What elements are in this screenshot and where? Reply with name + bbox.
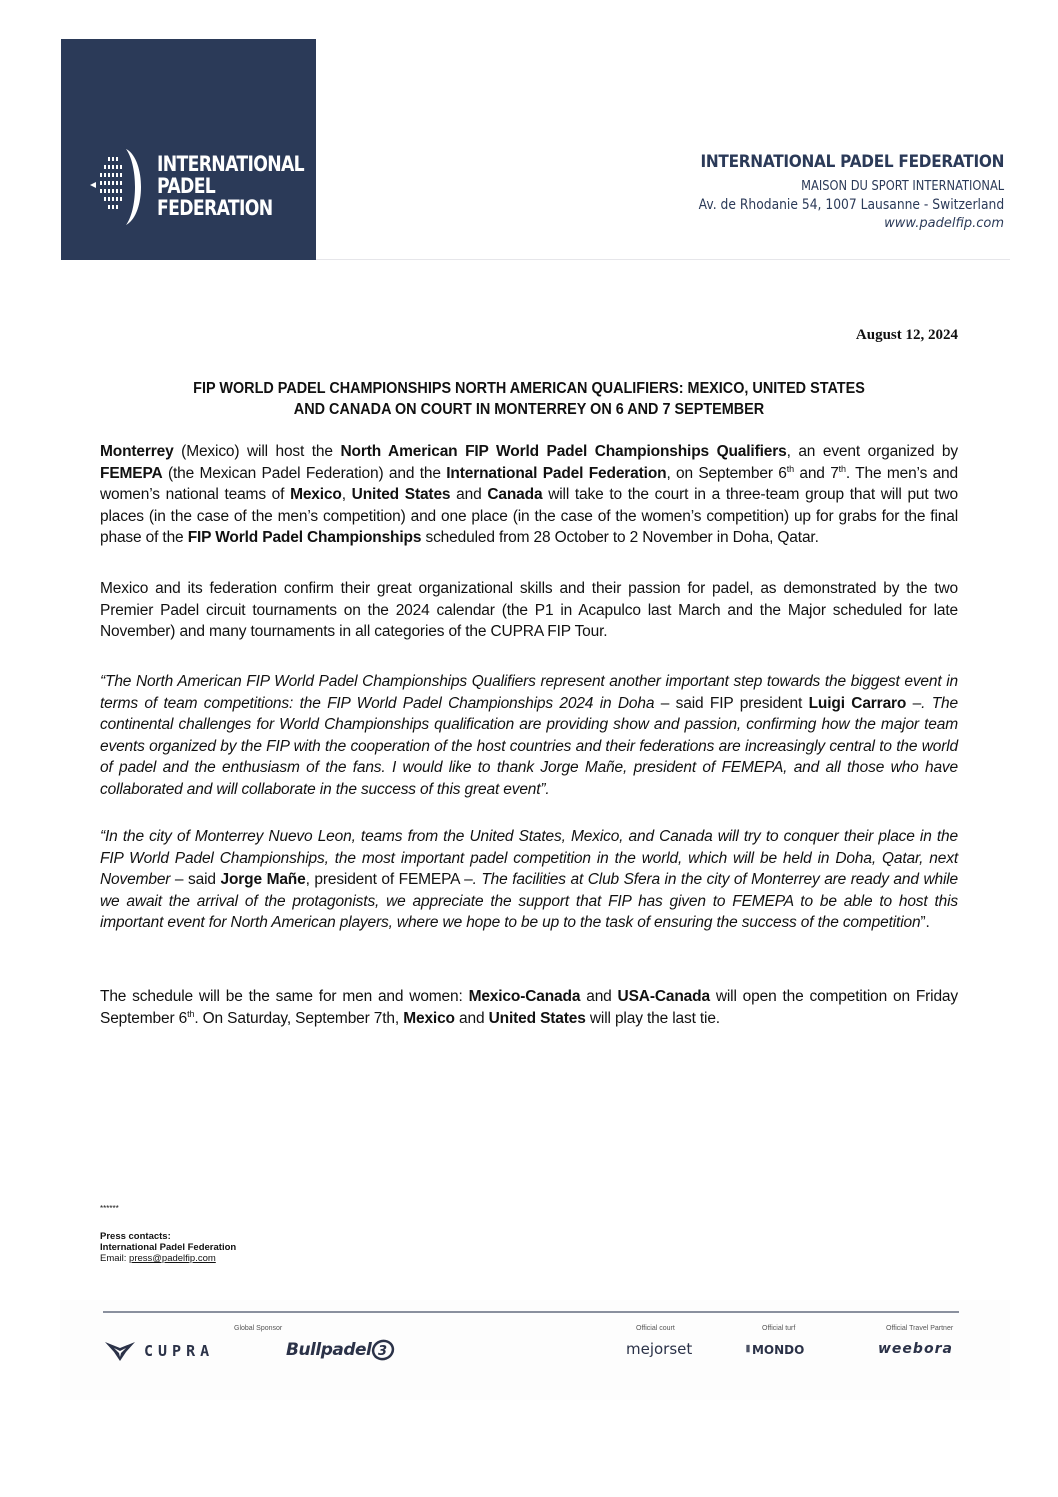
text: , on September 6: [666, 464, 787, 482]
paragraph-quote-mane: [100, 826, 958, 934]
superscript: th: [187, 1008, 195, 1019]
org-website-link[interactable]: www.padelfip.com: [884, 216, 1004, 231]
text: The schedule will be the same for men and women:: [100, 988, 469, 1005]
header-divider: [316, 259, 1010, 260]
press-email-row: [100, 1253, 236, 1264]
text-bold: International Padel Federation: [446, 464, 667, 482]
mondo-mark-icon: ⦀: [746, 1345, 750, 1355]
text: ”.: [920, 914, 930, 931]
paragraph-intro: [100, 441, 958, 549]
text: and: [580, 988, 618, 1005]
logo-line: INTERNATIONAL: [157, 152, 304, 176]
quote-text: . The facilities at Club Sfera in the city of Monterrey are ready and while we await the arrival of the protagonists, we appreciate the support that FIP has given to FEMEPA to be able to host this important event for North American players, where we hope to be up to the task of ensuring the success of the competition: [100, 871, 959, 931]
document-title: [130, 378, 928, 420]
logo-line: PADEL: [157, 174, 216, 198]
logo-wordmark: [157, 153, 304, 219]
text: (the Mexican Padel Federation) and the: [162, 464, 447, 482]
fip-logo-block: [61, 39, 316, 260]
mondo-wordmark: MONDO: [751, 1343, 805, 1357]
quote-text: “In the city of Monterrey Nuevo Leon, teams from the United States, Mexico, and Canada will try to conquer their place in the FIP World Padel Championships, the most important padel competition in the world, which will be held in Doha, Qatar, next November: [100, 828, 958, 888]
logo-line: FEDERATION: [157, 196, 273, 220]
weebora-wordmark: weebora: [878, 1341, 953, 1357]
org-address: Av. de Rhodanie 54, 1007 Lausanne - Switzerland: [698, 197, 1004, 213]
org-name: INTERNATIONAL PADEL FEDERATION: [700, 152, 1004, 172]
cupra-emblem-icon: [104, 1340, 136, 1362]
text-bold: Luigi Carraro: [808, 694, 907, 712]
separator-stars: ******: [100, 1204, 119, 1213]
text: –: [906, 694, 922, 712]
quote-text: . The continental challenges for World Championships qualification are providing show and passion, confirming how the major team events organized by the FIP with the cooperation of the host countries and their federations are increasingly central to the world of padel and the enthusiasm of the fans. I would like to thank Jorge Mañe, president of FEMEPA, and all those who have collaborated and will collaborate in the success of this great event”.: [100, 694, 958, 798]
text: (Mexico) will host the: [173, 443, 341, 460]
text: and 7: [793, 464, 839, 482]
footer-divider: [103, 1311, 959, 1313]
press-contacts: [100, 1231, 236, 1264]
sponsor-label-turf: Official turf: [762, 1325, 796, 1332]
cupra-logo: [104, 1340, 214, 1362]
text-bold: FEMEPA: [100, 464, 163, 482]
padel-ball-icon: [88, 147, 148, 227]
text: , president of FEMEPA –: [305, 871, 473, 888]
sponsor-label-court: Official court: [636, 1325, 675, 1332]
bullpadel-wordmark: Bullpadel: [286, 1340, 372, 1360]
text: will open the competition on Friday September 6: [100, 988, 958, 1027]
text: will take to the court in a three-team group that will put two places (in the case of the men’s competition) and one place (in the case of the women’s competition) up for grabs for the final phase of the: [100, 486, 958, 546]
bullpadel-3-icon: [371, 1339, 395, 1361]
paragraph-schedule: [100, 986, 958, 1029]
title-line: FIP WORLD PADEL CHAMPIONSHIPS NORTH AMERICAN QUALIFIERS: MEXICO, UNITED STATES: [193, 380, 865, 397]
text-bold: FIP World Padel Championships: [187, 529, 422, 546]
bullpadel-logo: [286, 1339, 395, 1361]
text-bold: Mexico: [403, 1009, 455, 1027]
text-bold: Jorge Mañe: [220, 871, 306, 888]
document-date: August 12, 2024: [855, 327, 958, 343]
text: and: [454, 1009, 489, 1027]
mejorset-wordmark: mejorset: [626, 1340, 693, 1358]
sponsor-label-travel: Official Travel Partner: [886, 1325, 954, 1332]
cupra-wordmark: CUPRA: [144, 1342, 215, 1360]
text: will play the last tie.: [585, 1009, 720, 1027]
text: and: [450, 486, 488, 503]
paragraph-organization: Mexico and its federation confirm their great organizational skills and their passion for padel, as demonstrated by the two Premier Padel circuit tournaments on the 2024 calendar (the P1 in Acapulco last March and the Major scheduled for late November) and many tournaments in all categories of the CUPRA FIP Tour.: [100, 580, 958, 640]
text-bold: Mexico: [290, 486, 342, 503]
mejorset-logo: [626, 1340, 692, 1358]
quote-text: “The North American FIP World Padel Championships Qualifiers represent another important step towards the biggest event in terms of team competitions: the FIP World Padel Championships 2024 in Doha: [100, 673, 958, 712]
text: scheduled from 28 October to 2 November in Doha, Qatar.: [421, 529, 819, 546]
text-bold: North American FIP World Padel Championships Qualifiers: [340, 443, 787, 460]
superscript: th: [786, 463, 794, 474]
text-bold: Canada: [487, 486, 543, 503]
text: ,: [341, 486, 352, 503]
text-bold: Mexico-Canada: [468, 988, 581, 1005]
text: – said FIP president: [654, 694, 809, 712]
text: , an event organized by: [786, 443, 958, 460]
text: . On Saturday, September 7th,: [194, 1009, 404, 1027]
mondo-logo: [746, 1343, 804, 1357]
text: . The men’s and women’s national teams of: [100, 464, 958, 503]
sponsor-label-global: Global Sponsor: [234, 1325, 283, 1332]
org-building: MAISON DU SPORT INTERNATIONAL: [801, 179, 1004, 194]
org-address-block: [657, 152, 1004, 231]
press-org: International Padel Federation: [100, 1242, 237, 1253]
title-line: AND CANADA ON COURT IN MONTERREY ON 6 AND 7 SEPTEMBER: [293, 401, 765, 418]
text-bold: USA-Canada: [617, 988, 710, 1005]
superscript: th: [838, 463, 846, 474]
email-label: Email:: [100, 1253, 130, 1264]
text: – said: [170, 871, 221, 888]
text-bold: Monterrey: [100, 443, 174, 460]
text-bold: United States: [351, 486, 451, 503]
press-email-link[interactable]: press@padelfip.com: [129, 1253, 216, 1264]
svg-text:3: 3: [378, 1344, 387, 1359]
text-bold: United States: [488, 1009, 586, 1027]
paragraph-quote-carraro: [100, 671, 958, 800]
press-heading: Press contacts:: [100, 1231, 171, 1242]
weebora-logo: [878, 1341, 953, 1357]
